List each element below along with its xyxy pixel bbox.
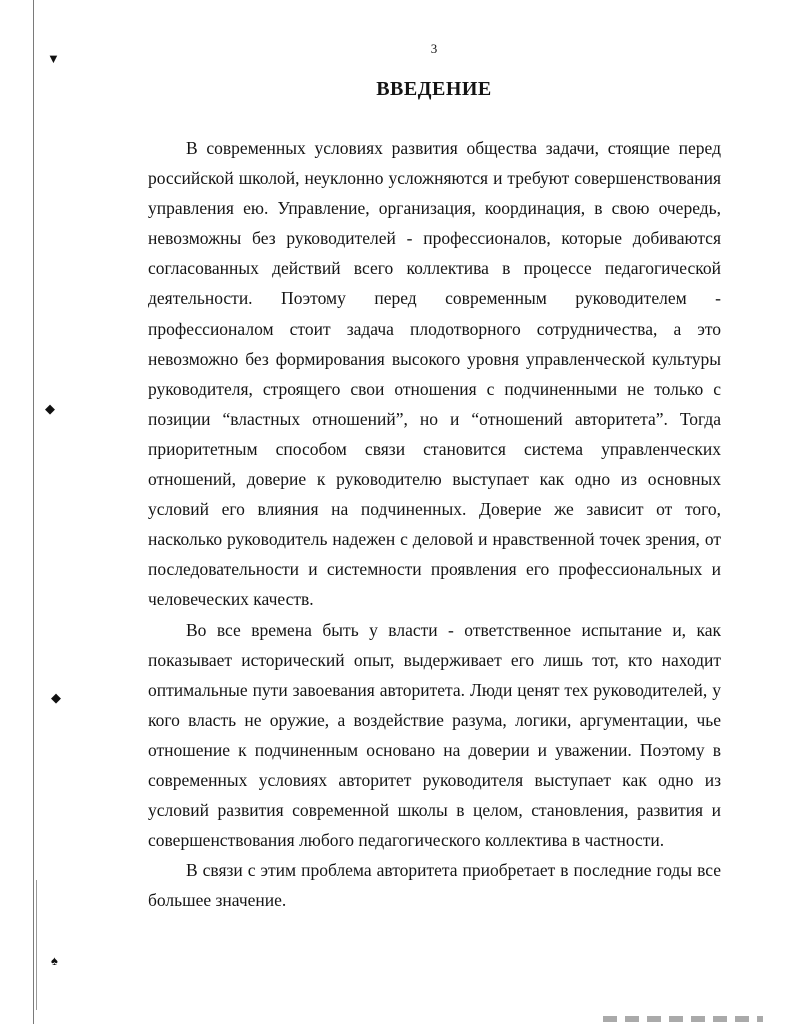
paragraph: В современных условиях развития общества задачи, стоящие перед российской школой, неуклонно усложняются и требуют совершенствования управления ею. Управление, организация, координация, в свою очередь, невозможны без руководителей - профессионалов, которые добиваются согласованных действий всего коллектива в процессе педагогической деятельности. Поэтому перед современным руководителем - профессионалом стоит задача плодотворного сотрудничества, а это невозможно без формирования высокого уровня управленческой культуры руководителя, строящего свои отношения с подчиненными не только с позиции “властных отношений”, но и “отношений авторитета”. Тогда приоритетным способом связи становится система управленческих отношений, доверие к руководителю выступает как одно из основных условий его влияния на подчиненных. Доверие же зависит от того, насколько руководитель надежен с деловой и нравственной точек зрения, от последовательности и системности проявления его профессиональных и человеческих качеств. — [148, 138, 721, 610]
binding-margin-line — [33, 0, 34, 1024]
document-body — [148, 133, 721, 915]
page-title: ВВЕДЕНИЕ — [376, 78, 492, 100]
page-number: 3 — [430, 41, 438, 56]
binding-mark-icon: ◆ — [45, 401, 55, 416]
binding-mark-icon: ▼ — [47, 51, 60, 66]
paragraph: В связи с этим проблема авторитета приобретает в последние годы все большее значение. — [148, 860, 721, 911]
binding-margin-line-lower — [36, 880, 37, 1010]
binding-mark-icon: ◆ — [51, 690, 61, 705]
scan-artifact — [603, 1016, 763, 1022]
paragraph: Во все времена быть у власти - ответственное испытание и, как показывает исторический опыт, выдерживает его лишь тот, кто находит оптимальные пути завоевания авторитета. Люди ценят тех руководителей, у кого власть не оружие, а воздействие разума, логики, аргументации, чье отношение к подчиненным основано на доверии и уважении. Поэтому в современных условиях авторитет руководителя выступает как одно из условий развития современной школы в целом, становления, развития и совершенствования любого педагогического коллектива в частности. — [148, 619, 721, 851]
binding-mark-icon: ♠ — [51, 953, 58, 968]
